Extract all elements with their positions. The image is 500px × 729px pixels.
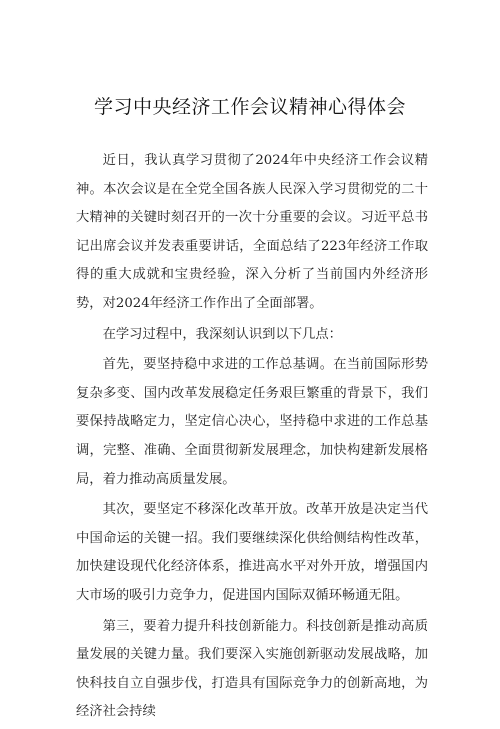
document-body	[76, 147, 428, 729]
paragraph-first-point: 首先，要坚持稳中求进的工作总基调。在当前国际形势复杂多变、国内改革发展稳定任务艰巨繁重的背景下，我们要保持战略定力，坚定信心决心，坚持稳中求进的工作总基调，完整、准确、全面贯彻新发展理念，加快构建新发展格局，着力推动高质量发展。	[76, 357, 428, 487]
paragraph-intro: 近日，我认真学习贯彻了2024年中央经济工作会议精神。本次会议是在全党全国各族人民深入学习贯彻党的二十大精神的关键时刻召开的一次十分重要的会议。习近平总书记出席会议并发表重要讲话，全面总结了223年经济工作取得的重大成就和宝贵经验，深入分析了当前国内外经济形势，对2024年经济工作作出了全面部署。	[76, 153, 428, 311]
paragraph-lead-in: 在学习过程中，我深刻认识到以下几点：	[102, 326, 342, 342]
paragraph-third-point: 第三，要着力提升科技创新能力。科技创新是推动高质量发展的关键力量。我们要深入实施创新驱动发展战略，加快科技自立自强步伐，打造具有国际竞争力的创新高地，为经济社会持续	[76, 618, 428, 720]
paragraph-second-point: 其次，要坚定不移深化改革开放。改革开放是决定当代中国命运的关键一招。我们要继续深化供给侧结构性改革，加快建设现代化经济体系，推进高水平对外开放，增强国内大市场的吸引力竞争力，促进国内国际双循环畅通无阻。	[76, 502, 428, 603]
document-title: 学习中央经济工作会议精神心得体会	[93, 96, 406, 118]
